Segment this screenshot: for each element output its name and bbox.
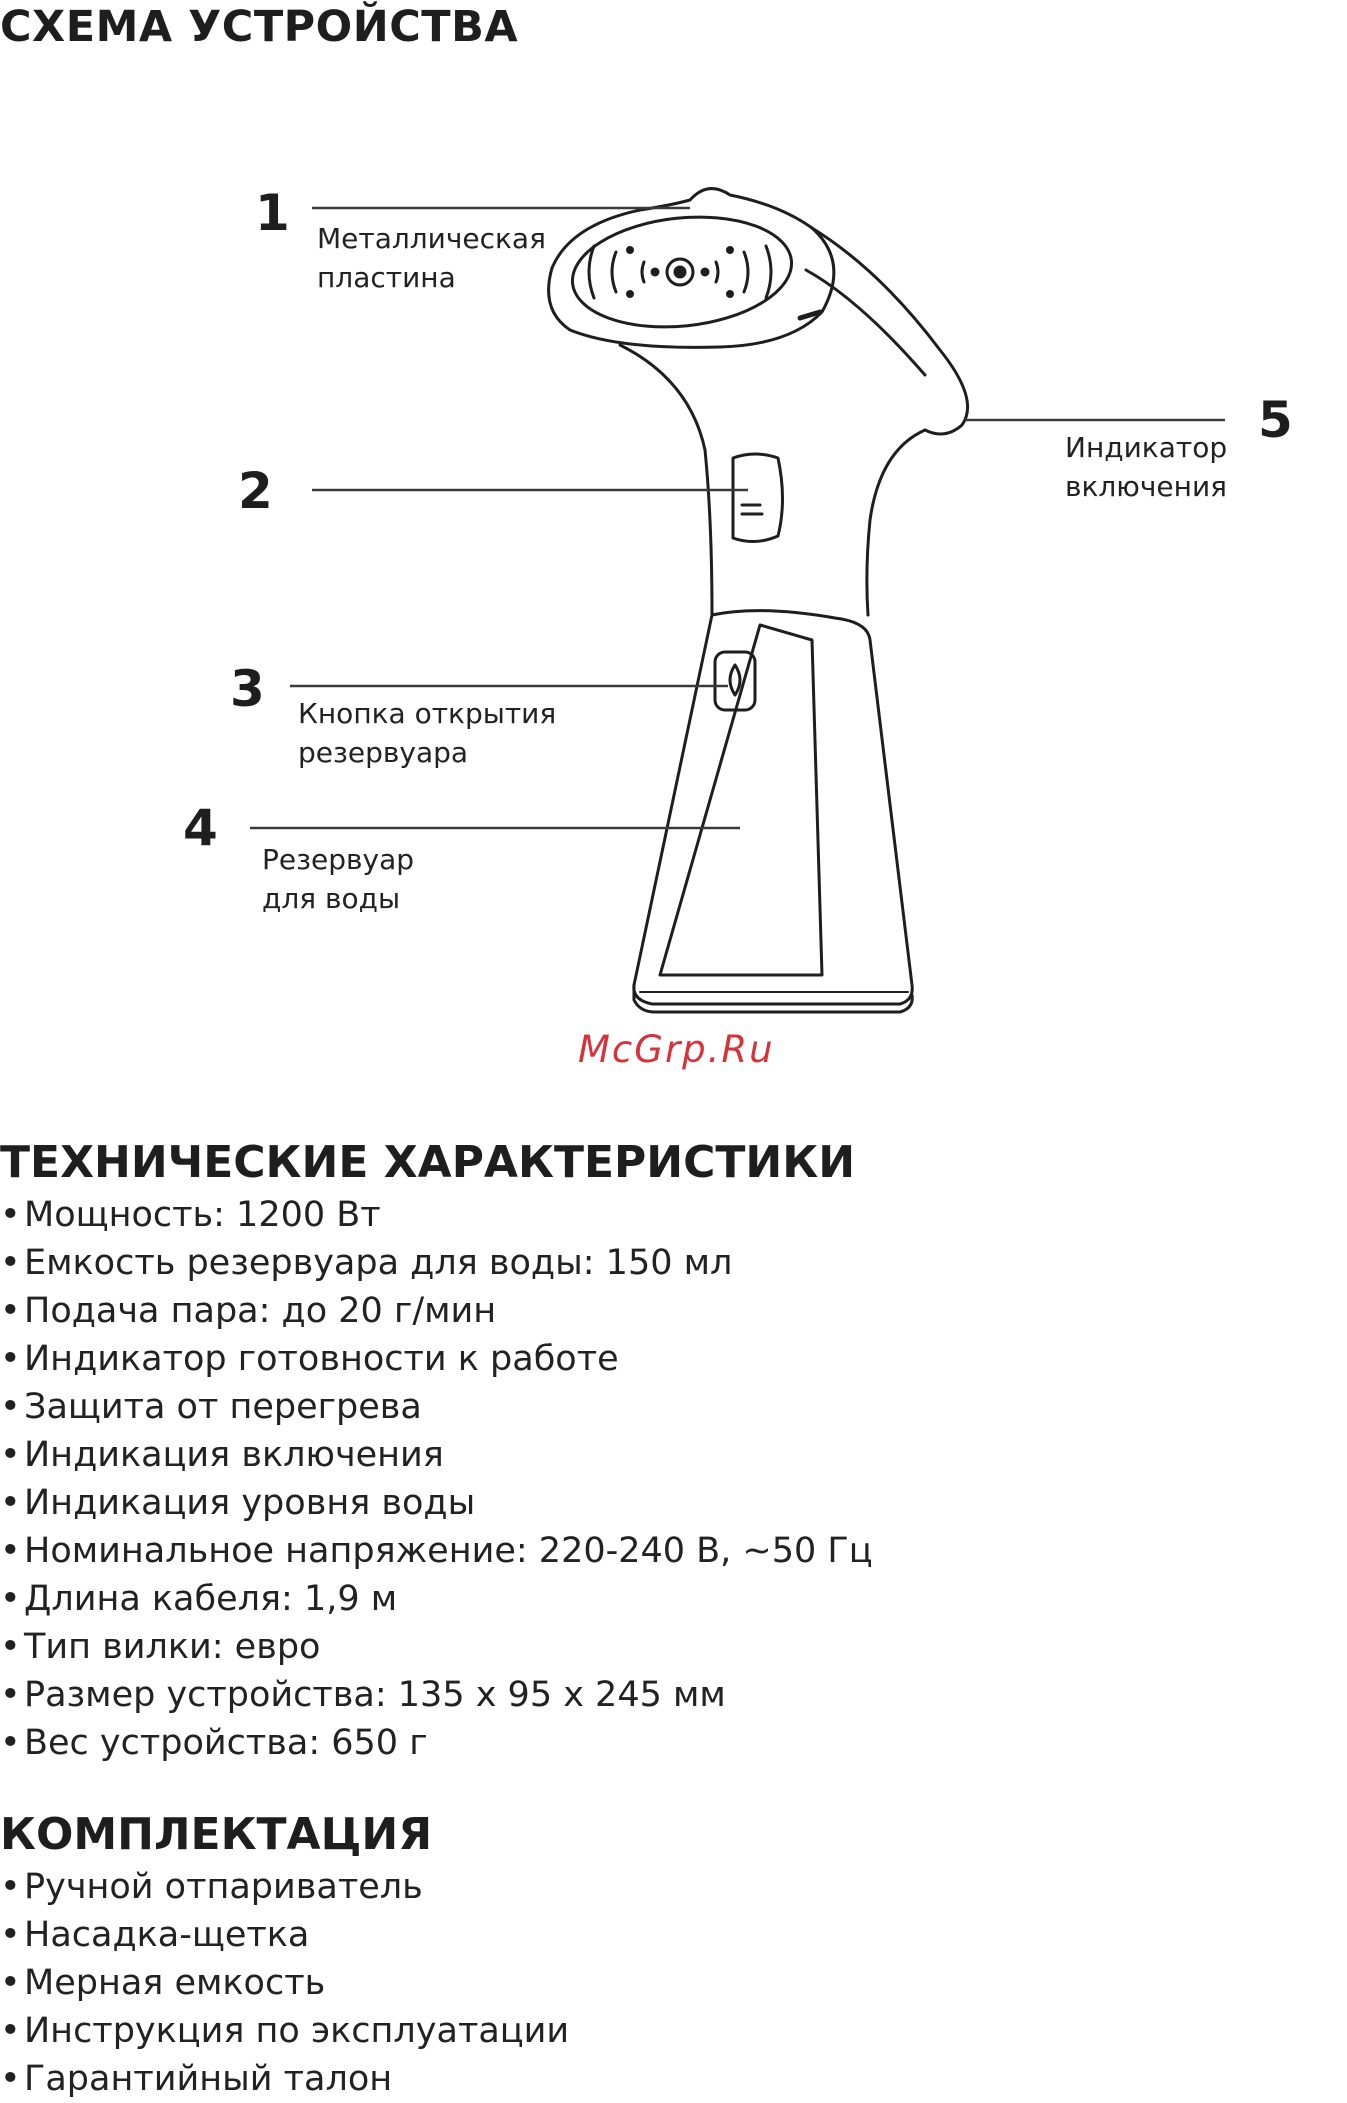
steam-trigger — [733, 454, 783, 542]
list-item: • Ручной отпариватель — [0, 1863, 569, 1911]
list-item: • Индикатор готовности к работе — [0, 1335, 873, 1383]
watermark: McGrp.Ru — [578, 1028, 775, 1071]
list-item: • Мощность: 1200 Вт — [0, 1191, 873, 1239]
callout-label-1-line-1: Металлическая — [317, 222, 546, 255]
list-item: • Инструкция по эксплуатации — [0, 2007, 569, 2055]
callout-number-3: 3 — [230, 660, 265, 718]
callout-label-4-line-1: Резервуар — [262, 843, 415, 876]
list-item: • Вес устройства: 650 г — [0, 1719, 873, 1767]
list-item: • Насадка-щетка — [0, 1911, 569, 1959]
list-item: • Длина кабеля: 1,9 м — [0, 1575, 873, 1623]
list-item: • Мерная емкость — [0, 1959, 569, 2007]
callout-label-4-line-2: для воды — [262, 882, 401, 915]
callout-number-1: 1 — [255, 184, 290, 242]
callout-label-4 — [262, 840, 414, 918]
specs-title: ТЕХНИЧЕСКИЕ ХАРАКТЕРИСТИКИ — [0, 1137, 856, 1188]
callout-number-2: 2 — [238, 462, 273, 520]
callout-label-1-line-2: пластина — [317, 261, 456, 294]
callout-number-5: 5 — [1258, 391, 1293, 449]
callout-label-5 — [1065, 428, 1227, 506]
callout-label-5-line-1: Индикатор — [1065, 431, 1228, 464]
callout-label-1 — [317, 219, 546, 297]
callout-label-3-line-2: резервуара — [298, 736, 469, 769]
package-title: КОМПЛЕКТАЦИЯ — [0, 1809, 433, 1860]
list-item: • Подача пара: до 20 г/мин — [0, 1287, 873, 1335]
list-item: • Тип вилки: евро — [0, 1623, 873, 1671]
callout-number-4: 4 — [183, 799, 218, 857]
list-item: • Емкость резервуара для воды: 150 мл — [0, 1239, 873, 1287]
list-item: • Индикация уровня воды — [0, 1479, 873, 1527]
list-item: • Размер устройства: 135 х 95 х 245 мм — [0, 1671, 873, 1719]
list-item: • Номинальное напряжение: 220-240 В, ~50 Гц — [0, 1527, 873, 1575]
callout-label-5-line-2: включения — [1065, 470, 1227, 503]
diagram-title: СХЕМА УСТРОЙСТВА — [0, 2, 519, 52]
list-item: • Индикация включения — [0, 1431, 873, 1479]
water-reservoir-outline — [634, 611, 912, 1004]
list-item: • Защита от перегрева — [0, 1383, 873, 1431]
specs-list — [0, 1191, 873, 1767]
package-list — [0, 1863, 569, 2103]
list-item: • Гарантийный талон — [0, 2055, 569, 2103]
callout-label-3 — [298, 694, 556, 772]
callout-label-3-line-1: Кнопка открытия — [298, 697, 557, 730]
